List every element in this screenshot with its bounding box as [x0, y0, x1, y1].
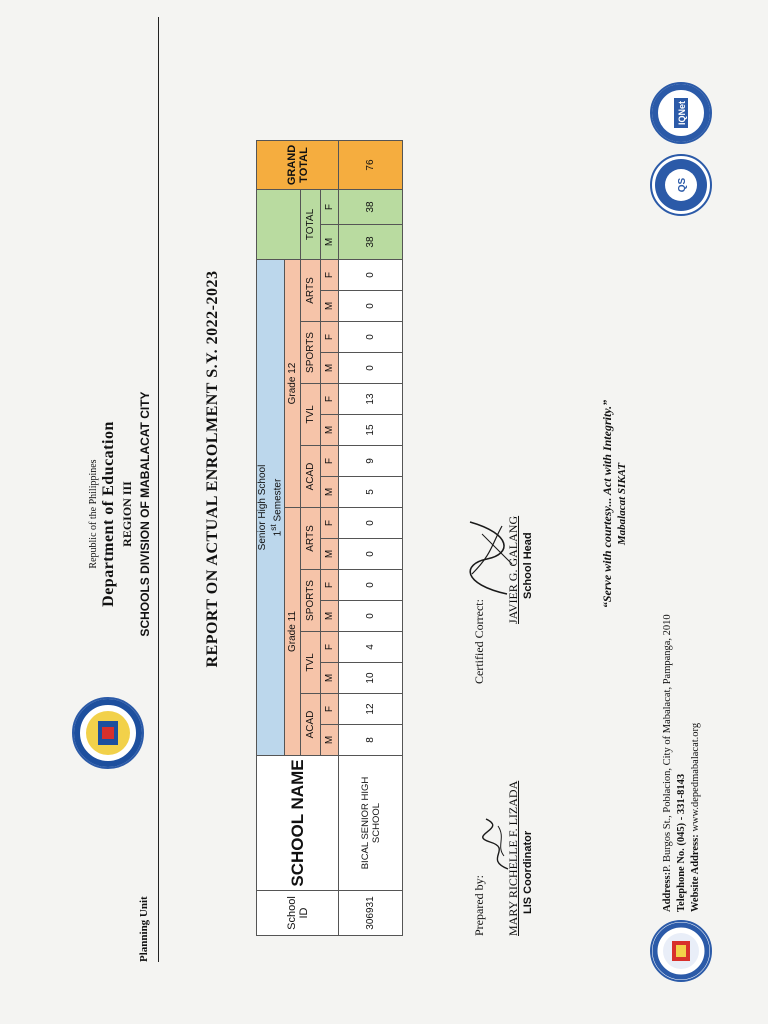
g11-sports-header: SPORTS — [301, 570, 321, 632]
header-divider — [158, 17, 159, 962]
motto-line2: Mabalacat SIKAT — [616, 462, 628, 546]
address-line: Address:P. Burgos St., Poblacion, City of Mabalacat, Pampanga, 2010 — [662, 614, 673, 912]
total-header — [257, 190, 301, 260]
male-col-header: M — [321, 477, 339, 508]
g12-value-cell: 5 — [339, 477, 403, 508]
prepared-title: LIS Coordinator — [522, 830, 534, 914]
g12-acad-header: ACAD — [301, 446, 321, 508]
certified-label: Certified Correct: — [472, 599, 486, 684]
certification-badge-icon — [650, 154, 712, 216]
division-seal-icon — [650, 920, 712, 982]
g12-arts-header: ARTS — [301, 260, 321, 322]
iqnet-badge-icon — [650, 82, 712, 144]
female-col-header: F — [321, 384, 339, 415]
motto-line1: “Serve with courtesy... Act with Integrity.” — [600, 399, 614, 609]
republic-text: Republic of the Philippines — [88, 459, 99, 569]
male-col-header: M — [321, 225, 339, 260]
g12-sports-header: SPORTS — [301, 322, 321, 384]
male-col-header: M — [321, 291, 339, 322]
school-name-header: SCHOOL NAME — [257, 756, 339, 891]
deped-seal-icon — [72, 697, 144, 769]
male-col-header: M — [321, 601, 339, 632]
grand-total-header: GRAND TOTAL — [257, 141, 339, 190]
grade11-header: Grade 11 — [285, 508, 301, 756]
grand-total-cell: 76 — [339, 141, 403, 190]
g12-value-cell: 15 — [339, 415, 403, 446]
female-col-header: F — [321, 632, 339, 663]
planning-unit-label: Planning Unit — [138, 896, 150, 962]
total-label: TOTAL — [301, 190, 321, 260]
telephone-line: Telephone No. (045) - 331-8143 — [676, 773, 687, 912]
department-title: Department of Education — [100, 421, 117, 607]
prepared-name: MARY RICHELLE F. LIZADA — [506, 780, 520, 936]
g12-value-cell: 9 — [339, 446, 403, 477]
iqnet-text: IQNet — [677, 100, 687, 126]
g12-value-cell: 0 — [339, 353, 403, 384]
shs-group-header: Senior High School 1st Semester — [257, 260, 285, 756]
male-col-header: M — [321, 539, 339, 570]
male-col-header: M — [321, 725, 339, 756]
g11-value-cell: 10 — [339, 663, 403, 694]
g11-value-cell: 4 — [339, 632, 403, 663]
male-col-header: M — [321, 353, 339, 384]
school-id-header: School ID — [257, 891, 339, 936]
g11-arts-header: ARTS — [301, 508, 321, 570]
school-name-cell: BICAL SENIOR HIGH SCHOOL — [339, 756, 403, 891]
svg-text:QS: QS — [677, 177, 688, 193]
female-col-header: F — [321, 446, 339, 477]
website-line: Website Address: www.depedmabalacat.org — [690, 722, 701, 912]
female-col-header: F — [321, 322, 339, 353]
region-text: REGION III — [120, 481, 134, 547]
certified-name: JAVIER G. GALANG — [506, 515, 520, 624]
male-col-header: M — [321, 663, 339, 694]
g11-tvl-header: TVL — [301, 632, 321, 694]
female-col-header: F — [321, 260, 339, 291]
male-col-header: M — [321, 415, 339, 446]
g12-value-cell: 13 — [339, 384, 403, 415]
female-col-header: F — [321, 694, 339, 725]
g11-value-cell: 0 — [339, 508, 403, 539]
female-col-header: F — [321, 190, 339, 225]
g12-value-cell: 0 — [339, 322, 403, 353]
g11-value-cell: 12 — [339, 694, 403, 725]
female-col-header: F — [321, 508, 339, 539]
school-id-cell: 306931 — [339, 891, 403, 936]
g12-tvl-header: TVL — [301, 384, 321, 446]
grade12-header: Grade 12 — [285, 260, 301, 508]
total-male-cell: 38 — [339, 225, 403, 260]
prepared-by-label: Prepared by: — [472, 875, 486, 936]
enrolment-table — [256, 140, 403, 936]
g11-value-cell: 8 — [339, 725, 403, 756]
report-title: REPORT ON ACTUAL ENROLMENT S.Y. 2022-2023 — [204, 270, 221, 668]
certified-title: School Head — [522, 532, 534, 599]
g12-value-cell: 0 — [339, 291, 403, 322]
division-text: SCHOOLS DIVISION OF MABALACAT CITY — [138, 391, 152, 637]
g11-value-cell: 0 — [339, 601, 403, 632]
female-col-header: F — [321, 570, 339, 601]
g11-value-cell: 0 — [339, 539, 403, 570]
g11-value-cell: 0 — [339, 570, 403, 601]
g12-value-cell: 0 — [339, 260, 403, 291]
g11-acad-header: ACAD — [301, 694, 321, 756]
total-female-cell: 38 — [339, 190, 403, 225]
